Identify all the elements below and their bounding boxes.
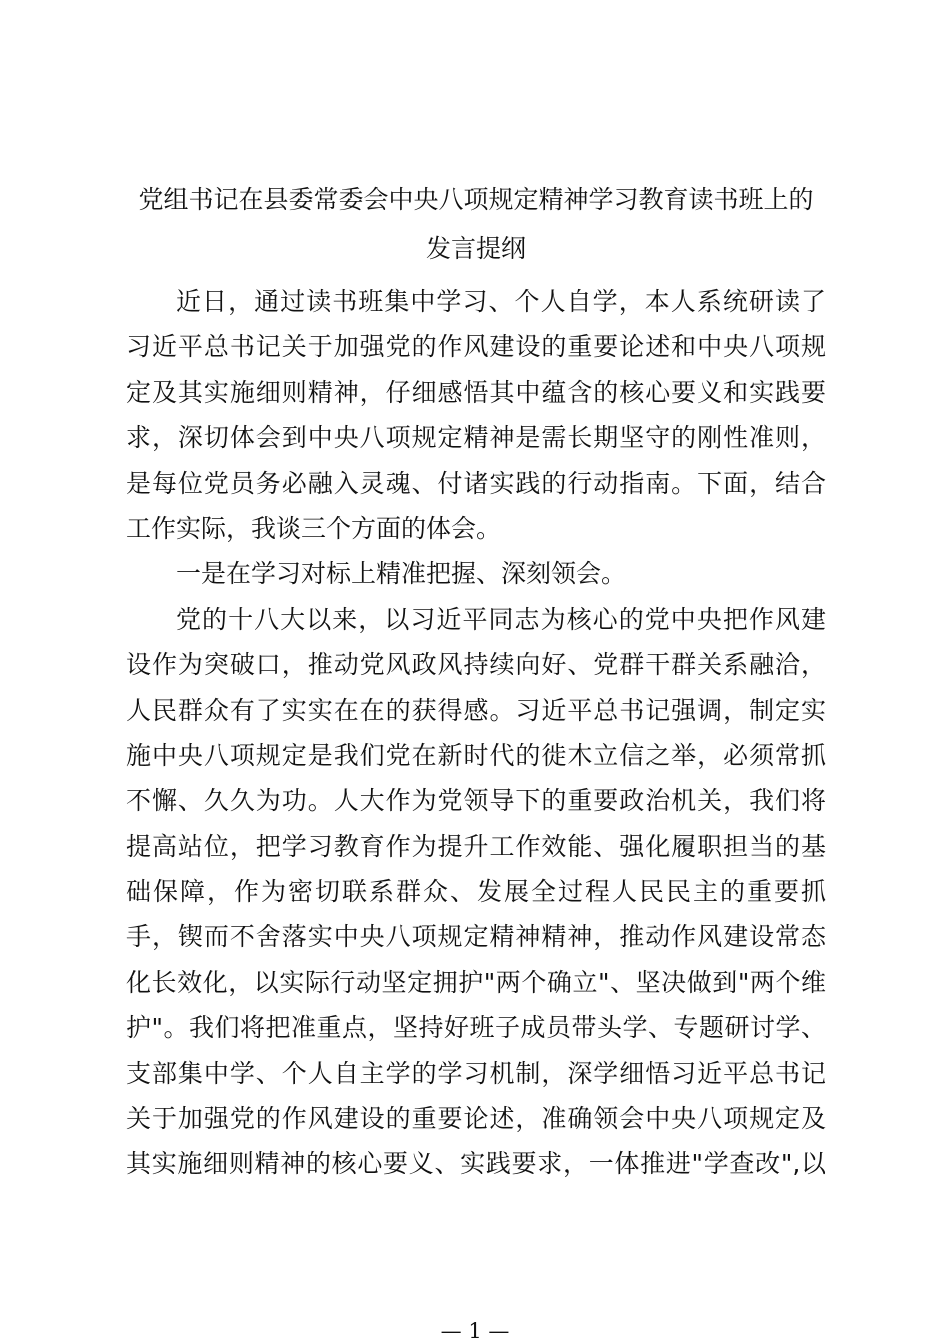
document-body [126,279,826,1187]
paragraph-line: 支部集中学、个人自主学的学习机制，深学细悟习近平总书记 [126,1058,826,1088]
paragraph-line: 党的十八大以来，以习近平同志为核心的党中央把作风建 [176,604,826,634]
paragraph-line: 求，深切体会到中央八项规定精神是需长期坚守的刚性准则， [126,423,826,453]
section-heading: 一是在学习对标上精准把握、深刻领会。 [176,559,627,589]
paragraph-line: 础保障，作为密切联系群众、发展全过程人民民主的重要抓 [126,877,826,907]
paragraph-line: 定及其实施细则精神，仔细感悟其中蕴含的核心要义和实践要 [126,377,826,407]
paragraph-line: 习近平总书记关于加强党的作风建设的重要论述和中央八项规 [126,332,826,362]
document-title-line-2: 发言提纲 [425,234,526,263]
paragraph-line: 人民群众有了实实在在的获得感。习近平总书记强调，制定实 [126,695,826,725]
paragraph-line: 关于加强党的作风建设的重要论述，准确领会中央八项规定及 [126,1104,826,1134]
document-title-line-1: 党组书记在县委常委会中央八项规定精神学习教育读书班上的 [138,185,814,214]
paragraph-line: 工作实际，我谈三个方面的体会。 [126,513,502,543]
paragraph-line: 施中央八项规定是我们党在新时代的徙木立信之举，必须常抓 [126,740,826,770]
paragraph-line: 是每位党员务必融入灵魂、付诸实践的行动指南。下面，结合 [126,468,826,498]
page-number: — 1 — [440,1319,510,1343]
paragraph-line: 手，锲而不舍落实中央八项规定精神精神，推动作风建设常态 [126,922,826,952]
paragraph-line: 其实施细则精神的核心要义、实践要求，一体推进"学查改",以 [126,1149,826,1179]
paragraph-line: 提高站位，把学习教育作为提升工作效能、强化履职担当的基 [126,831,826,861]
paragraph-line: 化长效化，以实际行动坚定拥护"两个确立"、坚决做到"两个维 [126,967,826,997]
paragraph-line: 不懈、久久为功。人大作为党领导下的重要政治机关，我们将 [126,786,826,816]
paragraph-line: 设作为突破口，推动党风政风持续向好、党群干群关系融洽， [126,650,826,680]
paragraph-line: 护"。我们将把准重点，坚持好班子成员带头学、专题研讨学、 [126,1013,826,1043]
paragraph-line: 近日，通过读书班集中学习、个人自学，本人系统研读了 [176,287,826,316]
